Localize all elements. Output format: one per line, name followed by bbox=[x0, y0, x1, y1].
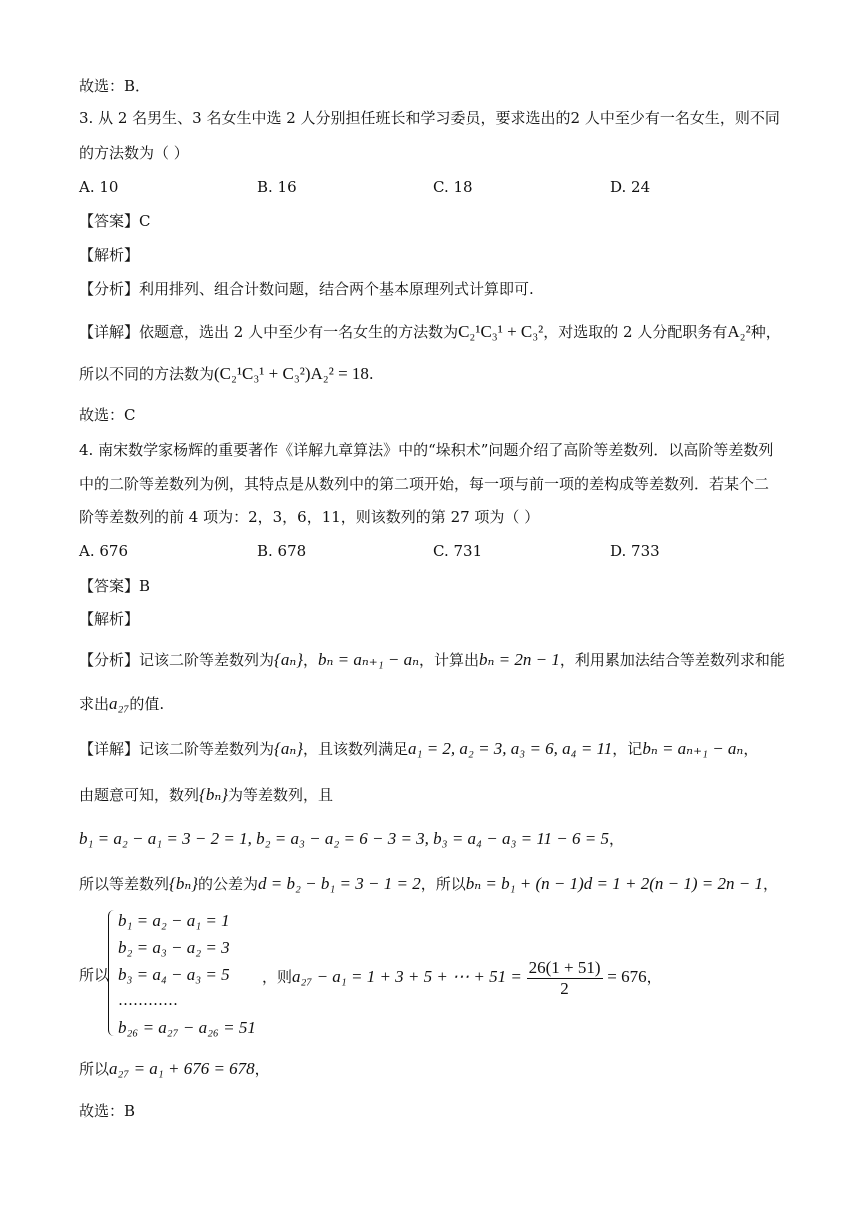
formula: a₂₇ − a₁ = 1 + 3 + 5 + ⋯ + 51 = bbox=[292, 967, 522, 986]
q4-detail-line3 bbox=[79, 829, 624, 849]
q4-stem-line1: 4. 南宋数学家杨辉的重要著作《详解九章算法》中的“垛积术”问题介绍了高阶等差数列．以高阶等差数列 bbox=[79, 441, 774, 459]
q3-option-a: A. 10 bbox=[79, 178, 119, 196]
q3-detail-line2 bbox=[79, 364, 374, 384]
formula: a₂₇ = a₁ + 676 = 678 bbox=[109, 1059, 255, 1078]
formula: a₁ = 2, a₂ = 3, a₃ = 6, a₄ = 11 bbox=[408, 739, 613, 758]
system-ellipsis: ………… bbox=[118, 991, 178, 1009]
q3-conclusion: 故选：C bbox=[79, 406, 136, 424]
text: ， bbox=[254, 1060, 270, 1078]
formula: d = b₂ − b₁ = 3 − 1 = 2 bbox=[258, 874, 421, 893]
sum-expression bbox=[262, 955, 662, 999]
suoyi-label: 所以 bbox=[79, 966, 110, 984]
text: 的公差为 bbox=[198, 875, 259, 893]
q4-option-b: B. 678 bbox=[257, 542, 307, 560]
formula: = 676 bbox=[607, 967, 647, 986]
text: ，所以 bbox=[420, 875, 466, 893]
formula: (C₂¹C₃¹ + C₃²)A₂² = 18 bbox=[214, 364, 369, 383]
text: ，对选取的 2 人分配职务有 bbox=[543, 323, 728, 341]
q4-stem-line3: 阶等差数列的前 4 项为：2，3，6，11，则该数列的第 27 项为（ ） bbox=[79, 508, 540, 526]
text: . bbox=[368, 365, 374, 383]
formula: bₙ = aₙ₊₁ − aₙ bbox=[642, 739, 744, 758]
system-eq-2: b₂ = a₃ − a₂ = 3 bbox=[118, 938, 230, 957]
text: ， bbox=[303, 651, 319, 669]
q4-option-c: C. 731 bbox=[433, 542, 483, 560]
q3-option-b: B. 16 bbox=[257, 178, 297, 196]
q4-analysis-line2 bbox=[79, 694, 164, 714]
q4-option-a: A. 676 bbox=[79, 542, 128, 560]
fraction-denominator: 2 bbox=[560, 978, 569, 998]
text: 【详解】记该二阶等差数列为 bbox=[79, 740, 275, 758]
left-brace bbox=[108, 910, 115, 1036]
fraction bbox=[527, 958, 603, 999]
q4-detail-line4 bbox=[79, 874, 778, 894]
conclusion-prev: 故选：B． bbox=[79, 77, 151, 95]
text: ， bbox=[609, 830, 625, 848]
q4-jiexi: 【解析】 bbox=[79, 610, 140, 628]
text: ， bbox=[762, 875, 778, 893]
formula: bₙ = 2n − 1 bbox=[479, 650, 560, 669]
system-eq-5: b₂₆ = a₂₇ − a₂₆ = 51 bbox=[118, 1018, 256, 1037]
q3-stem-line2: 的方法数为（ ） bbox=[79, 144, 189, 162]
text: 的值. bbox=[129, 695, 165, 713]
formula: {aₙ} bbox=[274, 739, 304, 758]
q3-option-d: D. 24 bbox=[610, 178, 651, 196]
formula: C₂¹C₃¹ + C₃² bbox=[458, 322, 544, 341]
formula: a₂₇ bbox=[109, 694, 130, 713]
text: 种， bbox=[750, 323, 781, 341]
system-eq-1: b₁ = a₂ − a₁ = 1 bbox=[118, 911, 230, 930]
q4-analysis-line1 bbox=[79, 650, 785, 670]
text: ， bbox=[743, 740, 759, 758]
formula: bₙ = b₁ + (n − 1)d = 1 + 2(n − 1) = 2n − 1 bbox=[465, 874, 763, 893]
q4-answer: 【答案】B bbox=[79, 577, 151, 595]
text: 所以不同的方法数为 bbox=[79, 365, 215, 383]
text: 求出 bbox=[79, 695, 110, 713]
text: ，且该数列满足 bbox=[303, 740, 409, 758]
q4-detail-line2 bbox=[79, 785, 333, 805]
q3-answer: 【答案】C bbox=[79, 212, 151, 230]
text: 【分析】记该二阶等差数列为 bbox=[79, 651, 275, 669]
text: 【详解】依题意，选出 2 人中至少有一名女生的方法数为 bbox=[79, 323, 459, 341]
text: ，计算出 bbox=[419, 651, 480, 669]
q4-option-d: D. 733 bbox=[610, 542, 660, 560]
text: ，利用累加法结合等差数列求和能 bbox=[559, 651, 785, 669]
q4-final bbox=[79, 1059, 270, 1079]
formula: {bₙ} bbox=[199, 785, 229, 804]
formula: A₂² bbox=[727, 322, 751, 341]
text: 为等差数列，且 bbox=[228, 786, 334, 804]
text: 由题意可知，数列 bbox=[79, 786, 200, 804]
text: ，则 bbox=[262, 968, 293, 986]
q4-stem-line2: 中的二阶等差数列为例，其特点是从数列中的第二项开始，每一项与前一项的差构成等差数列．若某个二 bbox=[79, 475, 770, 493]
text: ， bbox=[646, 968, 662, 986]
text: ，记 bbox=[612, 740, 643, 758]
q4-conclusion: 故选：B bbox=[79, 1102, 136, 1120]
q3-analysis: 【分析】利用排列、组合计数问题，结合两个基本原理列式计算即可. bbox=[79, 280, 534, 298]
q3-jiexi: 【解析】 bbox=[79, 246, 140, 264]
formula: {aₙ} bbox=[274, 650, 304, 669]
q3-option-c: C. 18 bbox=[433, 178, 473, 196]
q3-stem-line1: 3. 从 2 名男生、3 名女生中选 2 人分别担任班长和学习委员，要求选出的2 人中至少有一名女生，则不同 bbox=[79, 109, 780, 127]
system-eq-3: b₃ = a₄ − a₃ = 5 bbox=[118, 965, 230, 984]
text: 所以等差数列 bbox=[79, 875, 170, 893]
formula: {bₙ} bbox=[169, 874, 199, 893]
formula: b₁ = a₂ − a₁ = 3 − 2 = 1, b₂ = a₃ − a₂ = 6 − 3 = 3, b₃ = a₄ − a₃ = 11 − 6 = 5 bbox=[79, 829, 610, 848]
formula: bₙ = aₙ₊₁ − aₙ bbox=[318, 650, 420, 669]
fraction-numerator: 26(1 + 51) bbox=[528, 957, 601, 977]
q3-detail-line1 bbox=[79, 322, 781, 342]
q4-detail-line1 bbox=[79, 739, 758, 759]
text: 所以 bbox=[79, 1060, 110, 1078]
